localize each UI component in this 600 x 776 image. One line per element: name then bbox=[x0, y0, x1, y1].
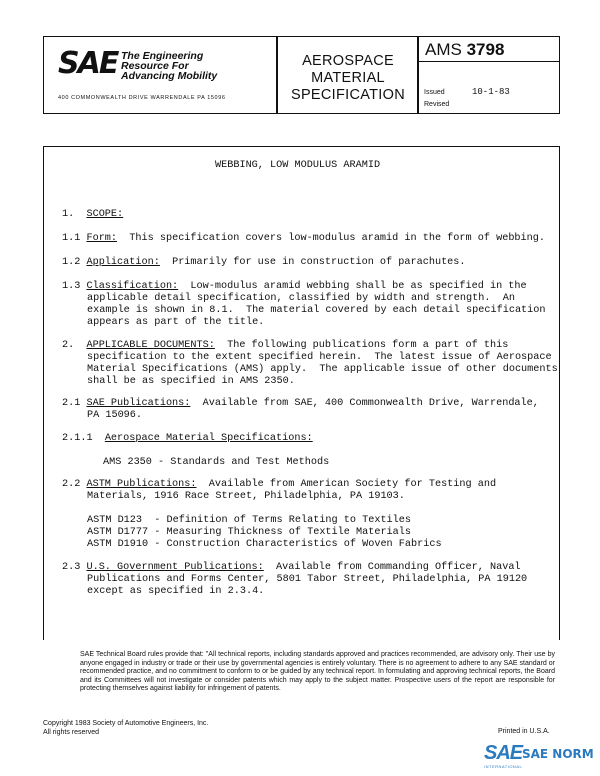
sae-logo: SAE bbox=[58, 46, 118, 81]
section-2-2-line: Materials, 1916 Race Street, Philadelphia, PA 19103. bbox=[87, 491, 405, 502]
section-1-2: 1.2 Application: Primarily for use in construction of parachutes. bbox=[62, 257, 466, 268]
copyright: Copyright 1983 Society of Automotive Engineers, Inc. All rights reserved bbox=[43, 720, 209, 736]
sae-address: 400 COMMONWEALTH DRIVE WARRENDALE PA 15096 bbox=[58, 95, 226, 101]
issued-date: 10-1-83 bbox=[472, 87, 510, 97]
ams-designation bbox=[419, 37, 559, 62]
section-2-1-1: 2.1.1 Aerospace Material Specifications: bbox=[62, 433, 313, 444]
section-2-line: Material Specifications (AMS) apply. The applicable issue of other documents bbox=[87, 364, 558, 375]
document-header bbox=[43, 36, 560, 114]
issued-label: Issued bbox=[424, 89, 445, 96]
technical-board-notice: SAE Technical Board rules provide that: "All technical reports, including standards approved and practices recommended, are advisory only. Their use by anyone engaged in industry or trade or their use by governmental agencies is entirely voluntary. There is no agreement to adhere to any SAE standard or recommended practice, and no commitment to conform to or be guided by any technical report. In formulating and approving technical reports, the Board and its Committees will not investigate or consider patents which may apply to the subject matter. Prospective users of the report are responsible for protecting themselves against liability for infringement of patents. bbox=[80, 651, 555, 692]
section-2-3-line: Publications and Forms Center, 5801 Tabor Street, Philadelphia, PA 19120 bbox=[87, 574, 528, 585]
reference-item: ASTM D123 - Definition of Terms Relating to Textiles bbox=[87, 515, 412, 526]
section-heading: SCOPE: bbox=[86, 209, 124, 220]
ams-prefix: AMS bbox=[425, 40, 462, 59]
section-2-1: 2.1 SAE Publications: Available from SAE, 400 Commonwealth Drive, Warrendale, bbox=[62, 398, 539, 409]
stamp-subtitle: INTERNATIONAL bbox=[484, 764, 523, 769]
ams-number: 3798 bbox=[466, 40, 505, 59]
document-type: AEROSPACE MATERIAL SPECIFICATION bbox=[290, 53, 405, 103]
printed-in: Printed in U.S.A. bbox=[498, 728, 550, 735]
section-1-3-line: appears as part of the title. bbox=[87, 317, 265, 328]
section-1-1: 1.1 Form: This specification covers low-modulus aramid in the form of webbing. bbox=[62, 233, 545, 244]
section-2: 2. APPLICABLE DOCUMENTS: The following publications form a part of this bbox=[62, 340, 509, 351]
document-title: WEBBING, LOW MODULUS ARAMID bbox=[215, 160, 381, 171]
section-1: 1. SCOPE: bbox=[62, 209, 124, 220]
section-1-3: 1.3 Classification: Low-modulus aramid webbing shall be as specified in the bbox=[62, 281, 527, 292]
stamp-logo: SAE bbox=[484, 742, 523, 764]
section-2-3: 2.3 U.S. Government Publications: Available from Commanding Officer, Naval bbox=[62, 562, 521, 573]
section-2-2: 2.2 ASTM Publications: Available from American Society for Testing and bbox=[62, 479, 497, 490]
section-1-3-line: applicable detail specification, classified by width and strength. An bbox=[87, 293, 515, 304]
reference-item: ASTM D1910 - Construction Characteristics of Woven Fabrics bbox=[87, 539, 442, 550]
section-2-line: shall be as specified in AMS 2350. bbox=[87, 376, 295, 387]
reference-item: AMS 2350 - Standards and Test Methods bbox=[103, 457, 330, 468]
sae-tagline: The Engineering Resource For Advancing Mobility bbox=[121, 50, 218, 82]
section-1-3-line: example is shown in 8.1. The material covered by each detail specification bbox=[87, 305, 546, 316]
section-2-3-line: except as specified in 2.3.4. bbox=[87, 586, 265, 597]
sae-norm-stamp bbox=[484, 742, 594, 772]
section-2-line: specification to the extent specified herein. The latest issue of Aerospace bbox=[87, 352, 552, 363]
stamp-label: SAE NORM bbox=[522, 747, 594, 761]
revised-label: Revised bbox=[424, 101, 450, 108]
reference-item: ASTM D1777 - Measuring Thickness of Textile Materials bbox=[87, 527, 412, 538]
section-2-1-line: PA 15096. bbox=[87, 410, 143, 421]
